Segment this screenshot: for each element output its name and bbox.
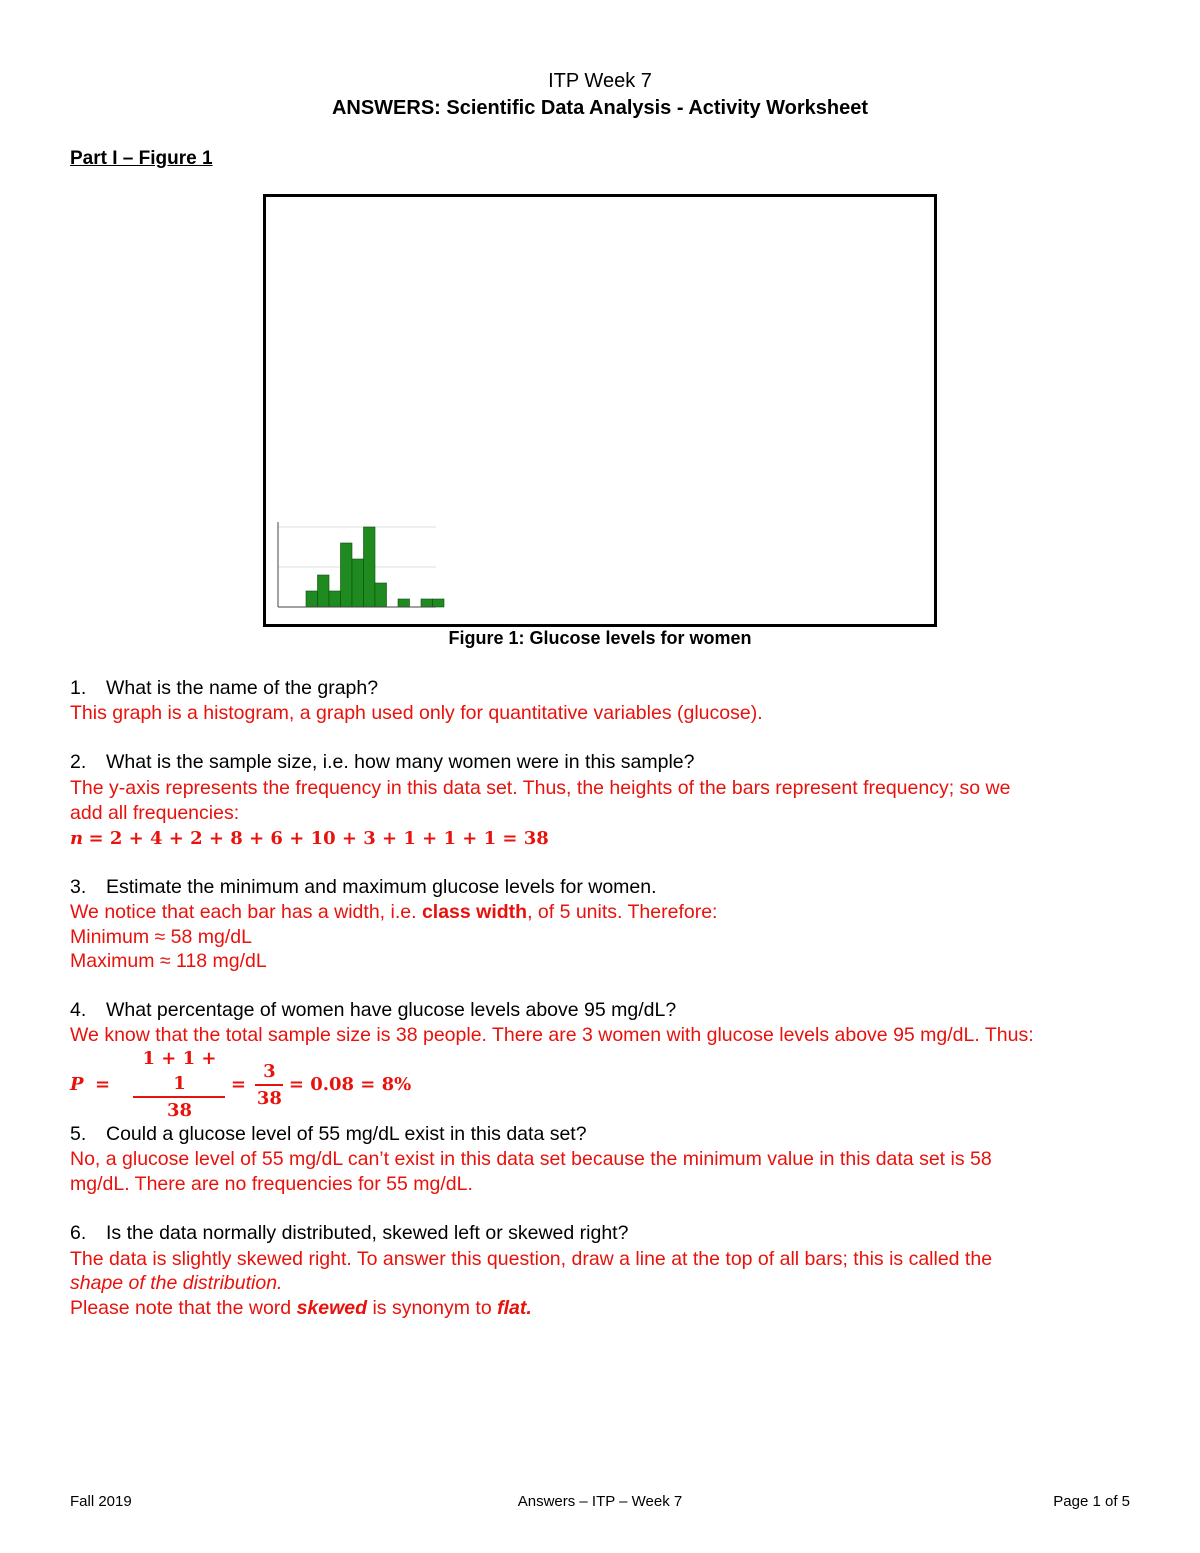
fraction-denominator: 38 <box>256 1087 282 1109</box>
question-3 <box>70 876 657 899</box>
equals-sign: = <box>94 1074 111 1095</box>
answer-text: We notice that each bar has a width, i.e. <box>70 901 422 923</box>
question-4 <box>70 999 676 1022</box>
question-number: 3. <box>70 876 87 898</box>
histogram-bar-80-85 <box>364 527 376 607</box>
footer-left: Fall 2019 <box>70 1493 132 1510</box>
histogram-bar-95-100 <box>398 599 410 607</box>
histogram-chart <box>266 197 934 624</box>
question-text: Is the data normally distributed, skewed left or skewed right? <box>106 1222 629 1244</box>
answer-4-formula <box>70 1046 1130 1121</box>
fraction-numerator: 1 + 1 + 1 <box>133 1046 225 1098</box>
fraction-1 <box>133 1046 225 1123</box>
formula-variable: P <box>70 1074 84 1095</box>
footer-page-number: Page 1 of 5 <box>1053 1493 1130 1510</box>
answer-1: This graph is a histogram, a graph used only for quantitative variables (glucose). <box>70 702 763 724</box>
fraction-denominator: 38 <box>166 1100 193 1121</box>
doc-title-week: ITP Week 7 <box>548 70 652 92</box>
histogram-bar-110-115 <box>433 599 445 607</box>
question-2 <box>70 751 695 774</box>
histogram-bar-75-80 <box>352 559 364 607</box>
fraction-2 <box>255 1059 283 1111</box>
equals-sign: = <box>230 1074 246 1095</box>
flat-term: flat. <box>497 1297 532 1319</box>
answer-6-line-1: The data is slightly skewed right. To answer this question, draw a line at the top of all bars; this is called the <box>70 1248 993 1270</box>
fraction-numerator: 3 <box>255 1059 283 1086</box>
question-5 <box>70 1123 587 1146</box>
histogram-bar-55-60 <box>306 591 318 607</box>
figure-frame <box>263 194 937 627</box>
part-heading: Part I – Figure 1 <box>70 148 213 169</box>
histogram-bar-105-110 <box>421 599 433 607</box>
answer-3-line-1 <box>70 900 1130 925</box>
class-width-term: class width <box>421 901 528 923</box>
answer-3-maximum: Maximum ≈ 118 mg/dL <box>70 950 267 972</box>
question-number: 1. <box>70 677 87 699</box>
footer-center: Answers – ITP – Week 7 <box>517 1493 683 1510</box>
question-number: 5. <box>70 1123 87 1145</box>
formula-result: = 0.08 = 8% <box>288 1074 412 1095</box>
formula-variable: n <box>70 828 84 849</box>
question-text: What is the name of the graph? <box>106 677 379 699</box>
answer-3-minimum: Minimum ≈ 58 mg/dL <box>70 926 252 948</box>
histogram-bar-60-65 <box>318 575 330 607</box>
question-text: What is the sample size, i.e. how many women were in this sample? <box>106 751 695 773</box>
question-number: 2. <box>70 751 87 773</box>
formula-sum: = 2 + 4 + 2 + 8 + 6 + 10 + 3 + 1 + 1 + 1 = 38 <box>88 828 549 849</box>
histogram-bar-70-75 <box>341 543 353 607</box>
answer-6-line-3 <box>70 1296 1130 1321</box>
question-number: 4. <box>70 999 87 1021</box>
answer-text: , of 5 units. Therefore: <box>527 901 718 923</box>
question-6 <box>70 1222 628 1245</box>
answer-2-line-2: add all frequencies: <box>70 802 240 824</box>
answer-5-line-1: No, a glucose level of 55 mg/dL can’t exist in this data set because the minimum value in this data set is 58 <box>70 1148 992 1170</box>
answer-text: is synonym to <box>367 1297 498 1319</box>
question-text: Estimate the minimum and maximum glucose levels for women. <box>106 876 657 898</box>
answer-4-text: We know that the total sample size is 38 people. There are 3 women with glucose levels above 95 mg/dL. Thus: <box>70 1024 1034 1046</box>
answer-2-formula <box>70 826 1130 851</box>
answer-5-line-2: mg/dL. There are no frequencies for 55 mg/dL. <box>70 1173 473 1195</box>
histogram-bar-65-70 <box>329 591 341 607</box>
question-text: What percentage of women have glucose levels above 95 mg/dL? <box>106 999 677 1021</box>
question-text: Could a glucose level of 55 mg/dL exist in this data set? <box>106 1123 587 1145</box>
answer-6-line-2: shape of the distribution. <box>70 1272 283 1294</box>
question-1 <box>70 677 378 700</box>
figure-caption: Figure 1: Glucose levels for women <box>448 628 752 648</box>
histogram-bar-85-90 <box>375 583 387 607</box>
answer-2-line-1: The y-axis represents the frequency in this data set. Thus, the heights of the bars represent frequency; so we <box>70 777 1011 799</box>
doc-title-answers: ANSWERS: Scientific Data Analysis - Activity Worksheet <box>331 97 869 119</box>
answer-text: Please note that the word <box>70 1297 297 1319</box>
skewed-term: skewed <box>296 1297 368 1319</box>
question-number: 6. <box>70 1222 87 1244</box>
